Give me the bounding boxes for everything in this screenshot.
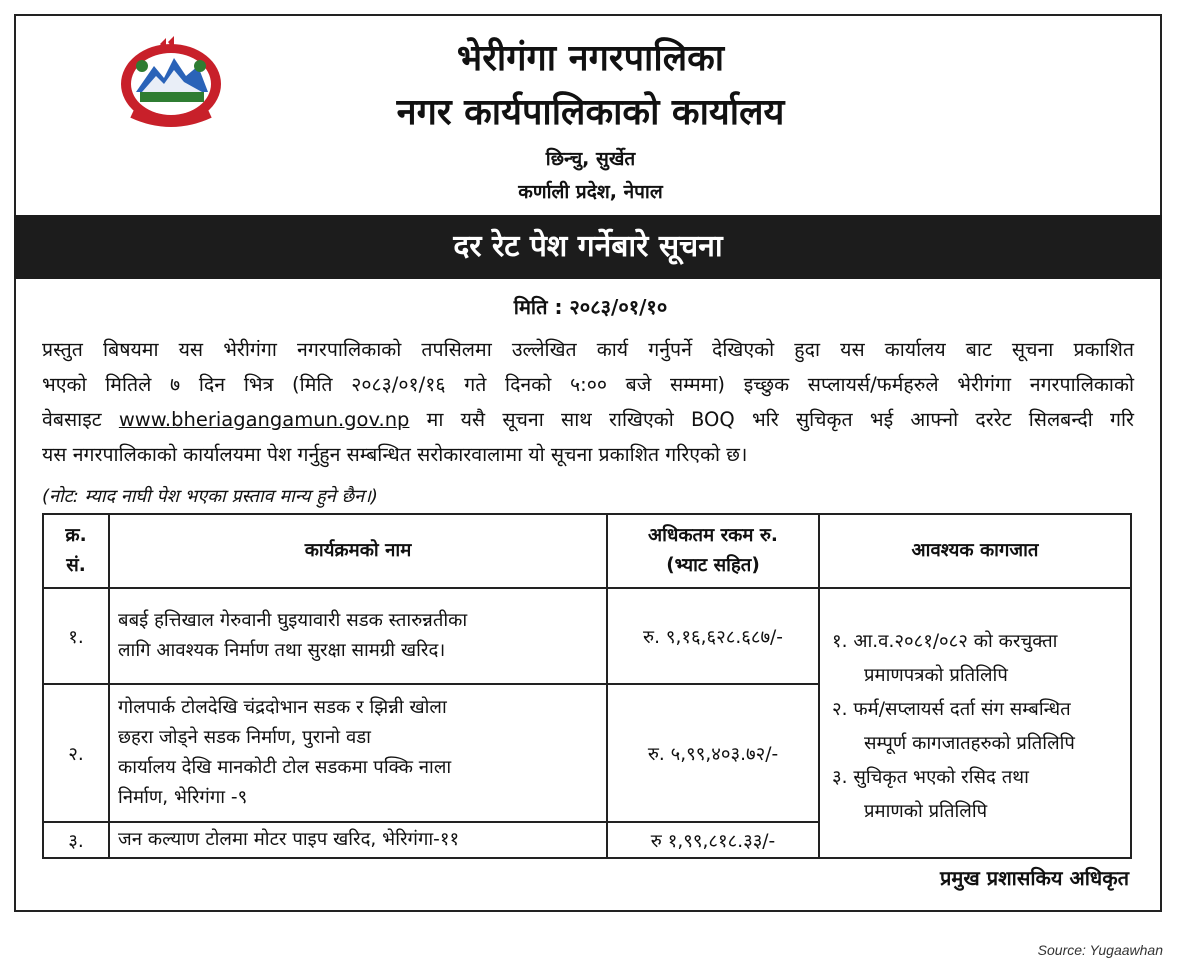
row-amount: रु १,९९,८१८.३३/- [607,822,819,858]
municipality-name: भेरीगंगा नगरपालिका [456,38,725,79]
row-program-name [109,822,607,858]
notice-date: मिति : २०८३/०१/१० [513,295,668,319]
row-amount: रु. ५,९९,४०३.७२/- [607,684,819,822]
body-line-3-pre: वेबसाइट [42,408,102,431]
header-amount-a: अधिकतम रकम रु. [648,525,778,546]
header-program-name: कार्यक्रमको नाम [109,514,607,588]
document-item: सम्पूर्ण कागजातहरुको प्रतिलिपि [864,733,1075,754]
notice-title: दर रेट पेश गर्नेबारे सूचना [14,215,1162,279]
header-sn [43,514,109,588]
row-sn: १. [43,588,109,684]
row-amount: रु. ९,१६,६२८.६८७/- [607,588,819,684]
header-documents: आवश्यक कागजात [819,514,1131,588]
document-item: १. आ.व.२०८१/०८२ को करचुक्ता [832,631,1058,652]
header-sn-a: क्र. [65,525,87,546]
body-line-2: भएको मितिले ७ दिन भित्र (मिति २०८३/०१/१६ गते दिनको ५:०० बजे सम्ममा) इच्छुक सप्लायर्स/फर्महरुले भेरीगंगा नगरपालिकाको [42,373,1134,396]
notice-body [42,332,1134,472]
office-province: कर्णाली प्रदेश, नेपाल [518,181,663,203]
deadline-note: (नोट: म्याद नाघी पेश भएका प्रस्ताव मान्य हुने छैन।) [42,486,378,507]
row-program-name [109,588,607,684]
body-line-3 [42,402,1134,437]
program-line: छहरा जोड्ने सडक निर्माण, पुरानो वडा [118,727,371,748]
document-item: प्रमाणको प्रतिलिपि [864,801,988,822]
document-item: ३. सुचिकृत भएको रसिद तथा [832,767,1029,788]
header-amount [607,514,819,588]
boq-table [42,513,1132,859]
signatory-title: प्रमुख प्रशासकिय अधिकृत [940,866,1129,890]
program-line: बबई हत्तिखाल गेरुवानी घुइयावारी सडक स्तारुन्नतीका [118,610,468,631]
office-name: नगर कार्यपालिकाको कार्यालय [396,92,785,133]
program-line: गोलपार्क टोलदेखि चंद्रदोभान सडक र झिन्नी खोला [118,697,447,718]
program-line: लागि आवश्यक निर्माण तथा सुरक्षा सामग्री खरिद। [118,640,446,661]
table-header-row [43,514,1131,588]
header-sn-b: सं. [66,555,86,576]
source-credit: Source: Yugaawhan [1037,942,1163,958]
body-line-3-post: मा यसै सूचना साथ राखिएको BOQ भरि सुचिकृत भई आफ्नो दररेट सिलबन्दी गरि [426,408,1134,431]
body-line-4: यस नगरपालिकाको कार्यालयमा पेश गर्नुहुन सम्बन्धित सरोकारवालामा यो सूचना प्रकाशित गरिएको छ। [42,443,748,466]
table-row [43,588,1131,684]
website-link[interactable]: www.bheriagangamun.gov.np [118,408,410,431]
body-line-1: प्रस्तुत बिषयमा यस भेरीगंगा नगरपालिकाको तपसिलमा उल्लेखित कार्य गर्नुपर्ने देखिएको हुदा यस कार्यालय बाट सूचना प्रकाशित [42,338,1134,361]
program-line: कार्यालय देखि मानकोटी टोल सडकमा पक्कि नाला [118,757,452,778]
document-item: प्रमाणपत्रको प्रतिलिपि [864,665,1008,686]
program-line: जन कल्याण टोलमा मोटर पाइप खरिद, भेरिगंगा-११ [118,829,460,850]
row-sn: ३. [43,822,109,858]
office-location: छिन्चु, सुर्खेत [545,148,636,170]
row-program-name [109,684,607,822]
program-line: निर्माण, भेरिगंगा -९ [118,787,248,808]
document-item: २. फर्म/सप्लायर्स दर्ता संग सम्बन्धित [832,699,1071,720]
header-amount-b: (भ्याट सहित) [666,555,760,576]
required-documents [819,588,1131,858]
row-sn: २. [43,684,109,822]
